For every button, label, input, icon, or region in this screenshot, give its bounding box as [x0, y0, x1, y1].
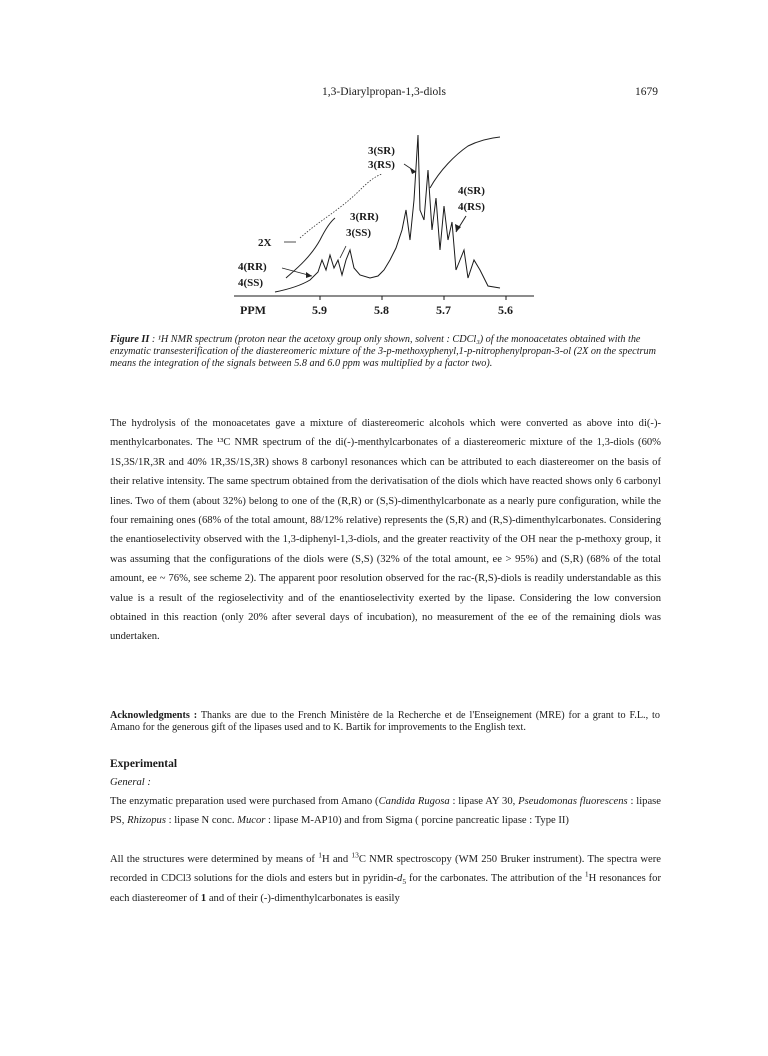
- figure-caption: [110, 334, 660, 369]
- integration-curve-lower: [286, 218, 335, 278]
- caption-lead: Figure II: [110, 334, 150, 345]
- p2-text-g: : lipase N conc.: [165, 815, 238, 827]
- label-3ss: 3(SS): [346, 227, 372, 239]
- axis-unit-label: PPM: [240, 303, 266, 317]
- p3-d: d: [397, 873, 403, 885]
- p2-text-c: : lipase AY 30,: [449, 796, 519, 807]
- label-3rs: 3(RS): [368, 159, 395, 171]
- label-4sr: 4(SR): [458, 185, 485, 197]
- body-paragraph-2: [110, 792, 661, 831]
- body-paragraph-1: The hydrolysis of the monoacetates gave a mixture of diastereomeric alcohols which were converted as above into di(-)-menthylcarbonates. The ¹³C NMR spectrum of the di(-)-menthylcarbonates of a diastereomeric mixture of the 1,3-diols (60% 1S,3S/1R,3R and 40% 1R,3S/1S,3R) shows 8 carbonyl resonances which can be attributed to each diastereomer on the basis of their relative intensity. The same spectrum obtained from the derivatisation of the diols which have reacted shows only 6 carbonyl lines. Two of them (about 32%) belong to one of the (R,R) or (S,S)-dimenthylcarbonate as a nearly pure configuration, while the four remaining ones (68% of the total amount, 88/12% relative) represents the (S,R) and (R,S)-dimenthylcarbonates. Considering the enantioselectivity observed with the 1,3-diphenyl-1,3-diols, and the greater reactivity of the OH near the p-methoxy group, it was assuming that the configurations of the diols were (S,S) (32% of the total amount, ee > 95%) and (S,R) (68% of the total amount, ee ~ 76%, see scheme 2). The apparent poor resolution observed for the rac-(R,S)-diols is readily understandable as this value is a result of the regioselectivity and of the enantioselectivity exerted by the lipase. Considering the low conversion obtained in this reaction (only 20% after several days of incubation), no measurement of the ee of the remaining diols was undertaken.: [110, 418, 662, 643]
- p3-h: H: [321, 854, 330, 865]
- p3-text-g: and of their (-)-dimenthylcarbonates is easily: [206, 892, 400, 904]
- p3-text-c: NMR spectroscopy (WM 250 Bruker instrument). The spectra were recorded in CDCl3 solutions for the diols and esters but in pyridin-: [110, 854, 661, 885]
- ack-text: Thanks are due to the French Ministère de la Recherche et de l'Enseignement (MRE) for a grant to F.L., to Amano for the generous gift of the lipases used and to K. Bartik for improvements to the English text.: [110, 710, 660, 733]
- p3-h-b: H: [588, 873, 597, 885]
- nmr-spectrum-svg: [200, 110, 560, 320]
- p3-compound-1: 1: [200, 892, 207, 904]
- label-3rr: 3(RR): [350, 211, 379, 223]
- label-4ss: 4(SS): [238, 277, 264, 289]
- p3-text-e: resonances for each diastereomer of: [110, 873, 661, 904]
- p3-sup-1: 1: [318, 850, 322, 860]
- label-2x: 2X: [258, 237, 272, 249]
- page-number: 1679: [635, 86, 658, 98]
- p3-text-b: and: [329, 854, 352, 865]
- p3-sup-1b: 1: [584, 869, 589, 879]
- p3-sup-13: 13: [351, 850, 359, 860]
- acknowledgments: [110, 710, 660, 734]
- nmr-spectrum-figure: [200, 110, 560, 320]
- p2-species-rhizopus: Rhizopus: [127, 815, 166, 827]
- caption-text: : ¹H NMR spectrum (proton near the acetoxy group only shown, solvent : CDCl₃) of the monoacetates obtained with the enzymatic transesterification of the diastereomeric mixture of the 3-p-methoxyphenyl,1-p-nitrophenylpropan-3-ol (2X on the spectrum means the integration of the signals between 5.8 and 6.0 ppm was multiplied by a factor two).: [110, 334, 656, 369]
- body-paragraph-3: [110, 850, 661, 908]
- tick-label-5.9: 5.9: [312, 303, 327, 317]
- p3-text-a: All the structures were determined by means of: [110, 854, 319, 865]
- p3-c: C: [358, 854, 366, 865]
- arrow-3ss: [340, 246, 346, 258]
- p2-text-i: : lipase M-AP10) and from Sigma ( porcine pancreatic lipase : Type II): [265, 815, 569, 827]
- ack-lead: Acknowledgments :: [110, 710, 198, 721]
- label-4rr: 4(RR): [238, 261, 267, 273]
- p3-text-d: for the carbonates. The attribution of the: [406, 873, 585, 885]
- tick-label-5.6: 5.6: [498, 303, 513, 317]
- tick-label-5.8: 5.8: [374, 303, 389, 317]
- p2-text-e: : lipase PS,: [110, 796, 661, 827]
- p3-sub-5: 5: [402, 877, 407, 887]
- p2-species-pseudomonas: Pseudomonas fluorescens: [518, 796, 628, 807]
- tick-label-5.7: 5.7: [436, 303, 451, 317]
- p2-species-mucor: Mucor: [237, 815, 266, 827]
- arrowhead-4rr: [306, 272, 312, 278]
- section-title-experimental: Experimental: [110, 758, 178, 770]
- label-3sr: 3(SR): [368, 145, 395, 157]
- p2-text-a: The enzymatic preparation used were purchased from Amano (: [110, 796, 379, 807]
- subhead-general: General :: [110, 777, 151, 788]
- label-4rs: 4(RS): [458, 201, 485, 213]
- integration-curve-upper: [430, 137, 500, 188]
- p2-species-candida: Candida Rugosa: [378, 796, 450, 807]
- page-header: [110, 86, 658, 102]
- running-title: 1,3-Diarylpropan-1,3-diols: [322, 86, 446, 98]
